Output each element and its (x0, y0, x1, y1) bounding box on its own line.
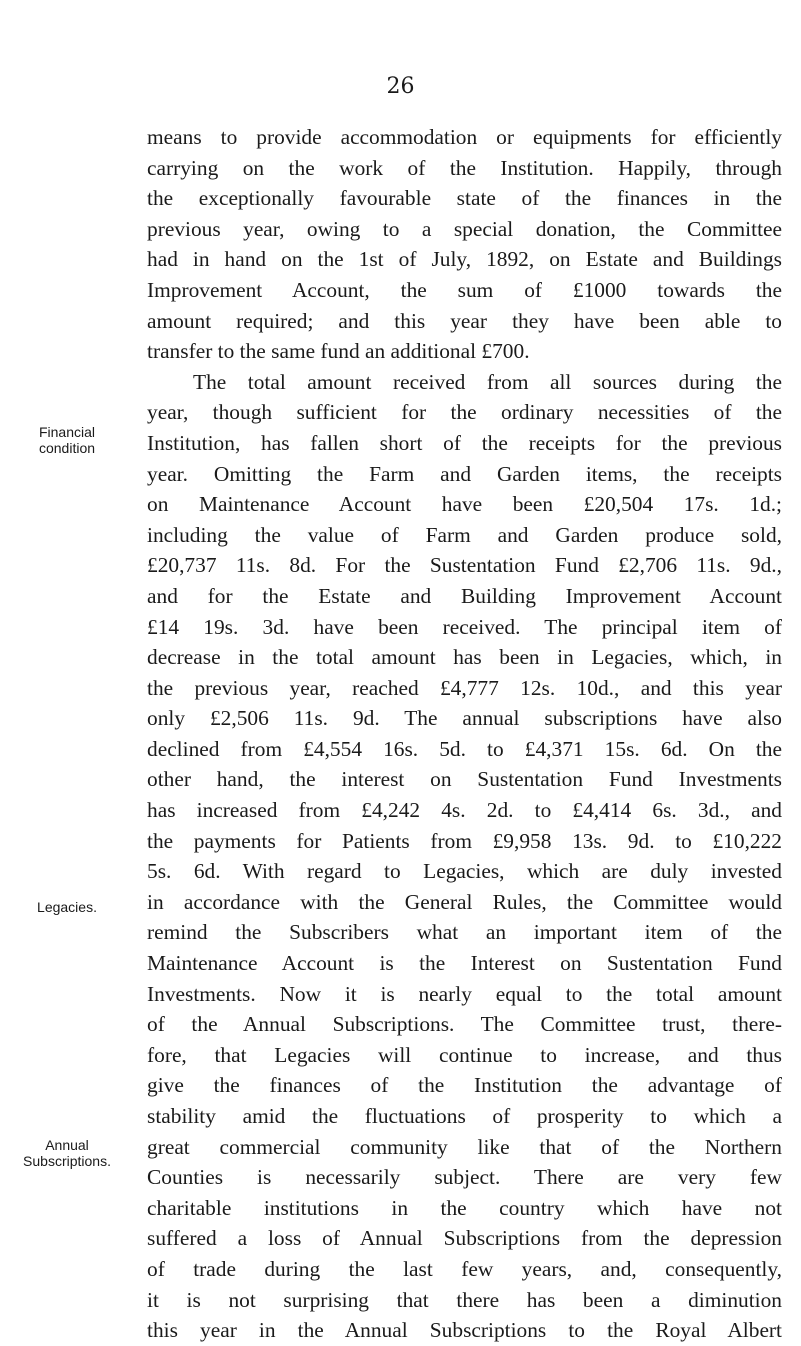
text-line: other hand, the interest on Sustentation Fund Investments (147, 767, 782, 792)
text-line: Maintenance Account is the Interest on Sustentation Fund (147, 951, 782, 976)
text-line: the exceptionally favourable state of the finances in the (147, 186, 782, 211)
text-line: previous year, owing to a special donation, the Committee (147, 216, 782, 241)
body-text (147, 122, 782, 1346)
text-line: it is not surprising that there has been a diminution (147, 1287, 782, 1312)
text-line: this year in the Annual Subscriptions to the Royal Albert (147, 1318, 782, 1343)
margin-note-financial-condition (0, 424, 134, 456)
margin-note-annual-subscriptions (0, 1137, 134, 1169)
text-line: £14 19s. 3d. have been received. The principal item of (147, 614, 782, 639)
text-line: Improvement Account, the sum of £1000 towards the (147, 277, 782, 302)
text-line: stability amid the fluctuations of prosperity to which a (147, 1104, 782, 1128)
text-line: of the Annual Subscriptions. The Committee trust, there- (147, 1012, 782, 1037)
text-line: declined from £4,554 16s. 5d. to £4,371 15s. 6d. On the (147, 736, 782, 761)
text-line: the payments for Patients from £9,958 13s. 9d. to £10,222 (147, 828, 782, 853)
text-line: including the value of Farm and Garden produce sold, (147, 522, 782, 547)
margin-note-legacies (0, 899, 134, 915)
text-line: amount required; and this year they have been able to (147, 308, 782, 333)
text-line: The total amount received from all sources during the (193, 369, 782, 394)
text-line: the previous year, reached £4,777 12s. 10d., and this year (147, 675, 782, 700)
margin-note-line: Legacies. (37, 899, 97, 915)
text-line: charitable institutions in the country which have not (147, 1195, 782, 1220)
text-line: Institution, has fallen short of the receipts for the previous (147, 430, 782, 455)
text-line: year, though sufficient for the ordinary necessities of the (147, 400, 782, 425)
text-line: and for the Estate and Building Improvement Account (147, 583, 782, 608)
text-line: great commercial community like that of the Northern (147, 1134, 782, 1159)
text-line: of trade during the last few years, and, consequently, (147, 1256, 782, 1281)
paragraph-2 (147, 367, 782, 1346)
text-line: decrease in the total amount has been in Legacies, which, in (147, 645, 782, 670)
text-line: 5s. 6d. With regard to Legacies, which are duly invested (147, 859, 782, 884)
margin-note-line: Annual (45, 1137, 89, 1153)
margin-note-line: condition (38, 440, 96, 456)
paragraph-1 (147, 122, 782, 367)
text-line: transfer to the same fund an additional £700. (147, 339, 530, 364)
page-number: 26 (386, 74, 415, 99)
text-line: means to provide accommodation or equipments for efficiently (147, 125, 782, 149)
text-line: Counties is necessarily subject. There are very few (147, 1165, 782, 1190)
text-line: Investments. Now it is nearly equal to the total amount (147, 981, 782, 1006)
text-line: remind the Subscribers what an important item of the (147, 920, 782, 945)
text-line: on Maintenance Account have been £20,504 17s. 1d.; (147, 492, 782, 517)
text-line: year. Omitting the Farm and Garden items, the receipts (147, 461, 782, 486)
text-line: fore, that Legacies will continue to increase, and thus (147, 1042, 782, 1067)
text-line: has increased from £4,242 4s. 2d. to £4,414 6s. 3d., and (147, 798, 782, 823)
text-line: only £2,506 11s. 9d. The annual subscriptions have also (147, 706, 782, 731)
text-line: £20,737 11s. 8d. For the Sustentation Fund £2,706 11s. 9d., (147, 553, 782, 578)
text-line: in accordance with the General Rules, the Committee would (147, 889, 782, 914)
margin-note-line: Financial (38, 424, 96, 440)
text-line: carrying on the work of the Institution. Happily, through (147, 155, 782, 180)
text-line: give the finances of the Institution the advantage of (147, 1073, 782, 1098)
text-line: suffered a loss of Annual Subscriptions from the depression (147, 1226, 782, 1251)
text-line: had in hand on the 1st of July, 1892, on Estate and Buildings (147, 247, 782, 272)
margin-note-line: Subscriptions. (23, 1153, 111, 1169)
